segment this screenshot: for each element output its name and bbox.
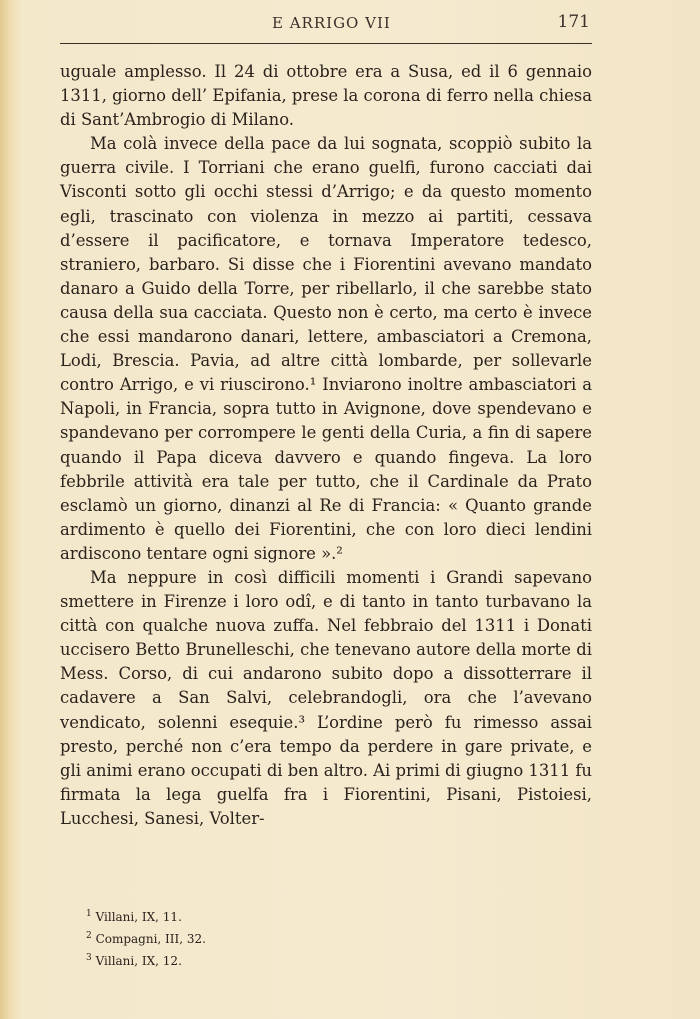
footnote-text: Villani, IX, 12. — [95, 954, 182, 968]
footnote-1 — [86, 905, 486, 927]
page-number: 171 — [557, 12, 590, 32]
body-text — [60, 60, 592, 831]
running-head: E ARRIGO VII — [272, 14, 391, 32]
footnote-text: Villani, IX, 11. — [95, 910, 182, 924]
footnote-mark: 2 — [86, 931, 92, 941]
footnote-3 — [86, 949, 486, 971]
footnotes — [86, 905, 486, 971]
footnote-mark: 3 — [86, 953, 92, 963]
paragraph-3: Ma neppure in così difficili momenti i Grandi sapevano smettere in Firenze i loro odî, e di tanto in tanto turbavano la città con qualche nuova zuffa. Nel febbraio del 1311 i Donati uccisero Betto Brunelleschi, che tenevano autore della morte di Mess. Corso, di cui andarono subito dopo a dissotterrare il cadavere a San Salvi, celebrandogli, ora che l’avevano vendicato, solenni esequie.³ L’ordine però fu rimesso assai presto, perché non c’era tempo da perdere in gare private, e gli animi erano occupati di ben altro. Ai primi di giugno 1311 fu firmata la lega guelfa fra i Fiorentini, Pisani, Pistoiesi, Lucchesi, Sanesi, Volter- — [60, 567, 592, 828]
paragraph-1: uguale amplesso. Il 24 di ottobre era a Susa, ed il 6 gennaio 1311, giorno dell’ Epifania, prese la corona di ferro nella chiesa di Sant’Ambrogio di Milano. — [60, 62, 592, 130]
footnote-2 — [86, 927, 486, 949]
paragraph-2: Ma colà invece della pace da lui sognata, scoppiò subito la guerra civile. I Torriani che erano guelfi, furono cacciati dai Visconti sotto gli occhi stessi d’Arrigo; e da questo momento egli, trascinato con violenza in mezzo ai partiti, cessava d’essere il pacificatore, e tornava Imperatore tedesco, straniero, barbaro. Si disse che i Fiorentini avevano mandato danaro a Guido della Torre, per ribellarlo, il che sarebbe stato causa della sua cacciata. Questo non è certo, ma certo è invece che essi mandarono danari, lettere, ambasciatori a Cremona, Lodi, Brescia. Pavia, ad altre città lombarde, per sollevarle contro Arrigo, e vi riuscirono.¹ Inviarono inoltre ambasciatori a Napoli, in Francia, sopra tutto in Avignone, dove spendevano e spandevano per corrompere le genti della Curia, a fin di sapere quando il Papa diceva davvero e quando fingeva. La loro febbrile attività era tale per tutto, che il Cardinale da Prato esclamò un giorno, dinanzi al Re di Francia: « Quanto grande ardimento è quello dei Fiorentini, che con loro dieci lendini ardiscono tentare ogni signore ».² — [60, 134, 592, 563]
footnote-mark: 1 — [86, 909, 92, 919]
footnote-text: Compagni, III, 32. — [95, 932, 206, 946]
page-header — [60, 14, 592, 40]
header-rule — [60, 43, 592, 44]
